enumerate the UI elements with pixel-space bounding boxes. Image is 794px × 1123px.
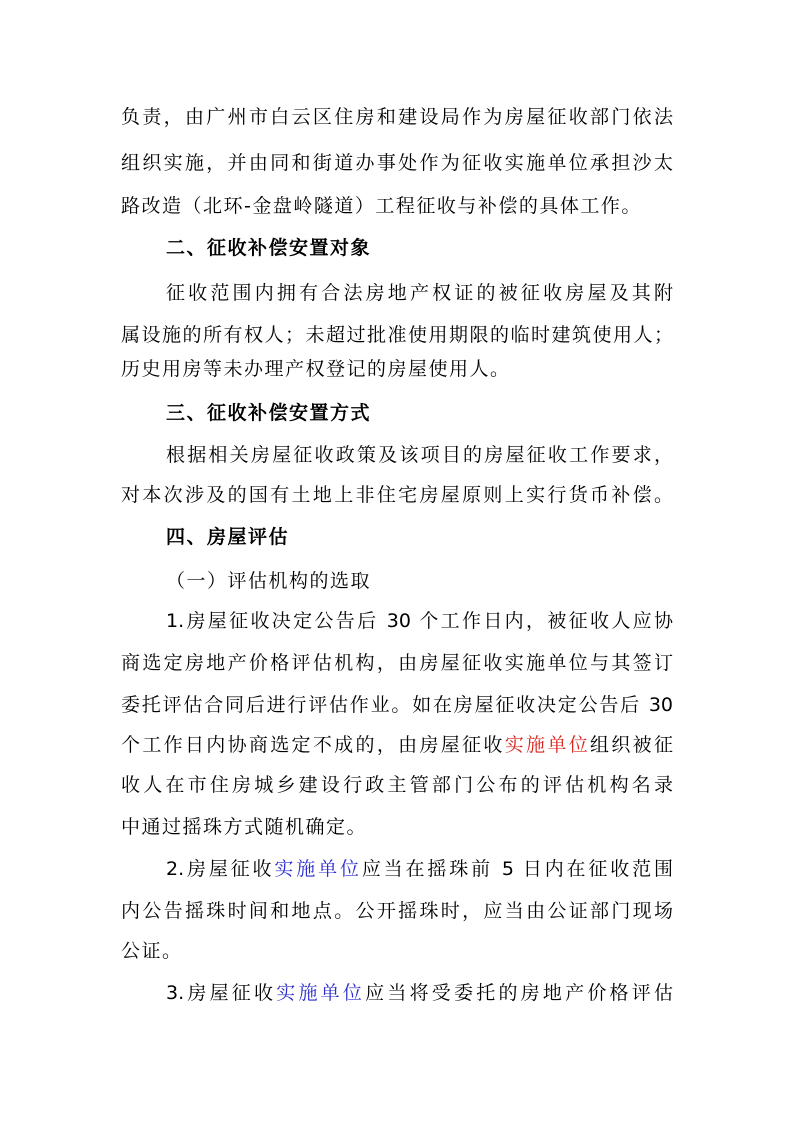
item3-line1-text-a: 3.房屋征收 bbox=[166, 982, 277, 1004]
para1-line2: 组织实施，并由同和街道办事处作为征收实施单位承担沙太 bbox=[121, 152, 673, 174]
item2-line1-text-a: 2.房屋征收 bbox=[166, 858, 275, 880]
para2-line1: 征收范围内拥有合法房地产权证的被征收房屋及其附 bbox=[166, 282, 673, 304]
para1-line3: 路改造（北环-金盘岭隧道）工程征收与补偿的具体工作。 bbox=[121, 195, 642, 217]
para3-line2: 对本次涉及的国有土地上非住宅房屋原则上实行货币补偿。 bbox=[121, 484, 673, 506]
item1-line4-text-a: 个工作日内协商选定不成的，由房屋征收 bbox=[121, 734, 505, 756]
item1-line2: 商选定房地产价格评估机构，由房屋征收实施单位与其签订 bbox=[121, 652, 673, 674]
item3-line1 bbox=[166, 980, 673, 1006]
section-heading-2: 二、征收补偿安置对象 bbox=[166, 237, 372, 259]
highlight-red-text: 实施单位 bbox=[504, 734, 591, 756]
item2-line1-text-b: 应当在摇珠前 5 日内在征收范围 bbox=[361, 858, 673, 880]
highlight-blue-text-2: 实施单位 bbox=[276, 982, 366, 1004]
para2-line2: 属设施的所有权人；未超过批准使用期限的临时建筑使用人； bbox=[121, 324, 673, 346]
section-heading-4: 四、房屋评估 bbox=[166, 526, 290, 548]
item1-line1: 1.房屋征收决定公告后 30 个工作日内，被征收人应协 bbox=[166, 610, 673, 632]
item1-line5: 收人在市住房城乡建设行政主管部门公布的评估机构名录 bbox=[121, 774, 673, 796]
item3-line1-text-b: 应当将受委托的房地产价格评估 bbox=[365, 982, 673, 1004]
para3-line1: 根据相关房屋征收政策及该项目的房屋征收工作要求， bbox=[166, 444, 673, 466]
para1-line1: 负责，由广州市白云区住房和建设局作为房屋征收部门依法 bbox=[121, 106, 673, 128]
item2-line1 bbox=[166, 856, 673, 882]
para2-line3: 历史用房等未办理产权登记的房屋使用人。 bbox=[121, 358, 511, 380]
item1-line4 bbox=[121, 732, 673, 758]
subsection-heading-1: （一）评估机构的选取 bbox=[166, 570, 372, 592]
item1-line4-text-b: 组织被征 bbox=[590, 734, 673, 756]
item2-line3: 公证。 bbox=[121, 940, 183, 962]
highlight-blue-text: 实施单位 bbox=[274, 858, 362, 880]
item2-line2: 内公告摇珠时间和地点。公开摇珠时，应当由公证部门现场 bbox=[121, 900, 673, 922]
item1-line6: 中通过摇珠方式随机确定。 bbox=[121, 816, 368, 838]
item1-line3: 委托评估合同后进行评估作业。如在房屋征收决定公告后 30 bbox=[121, 694, 673, 716]
section-heading-3: 三、征收补偿安置方式 bbox=[166, 402, 372, 424]
